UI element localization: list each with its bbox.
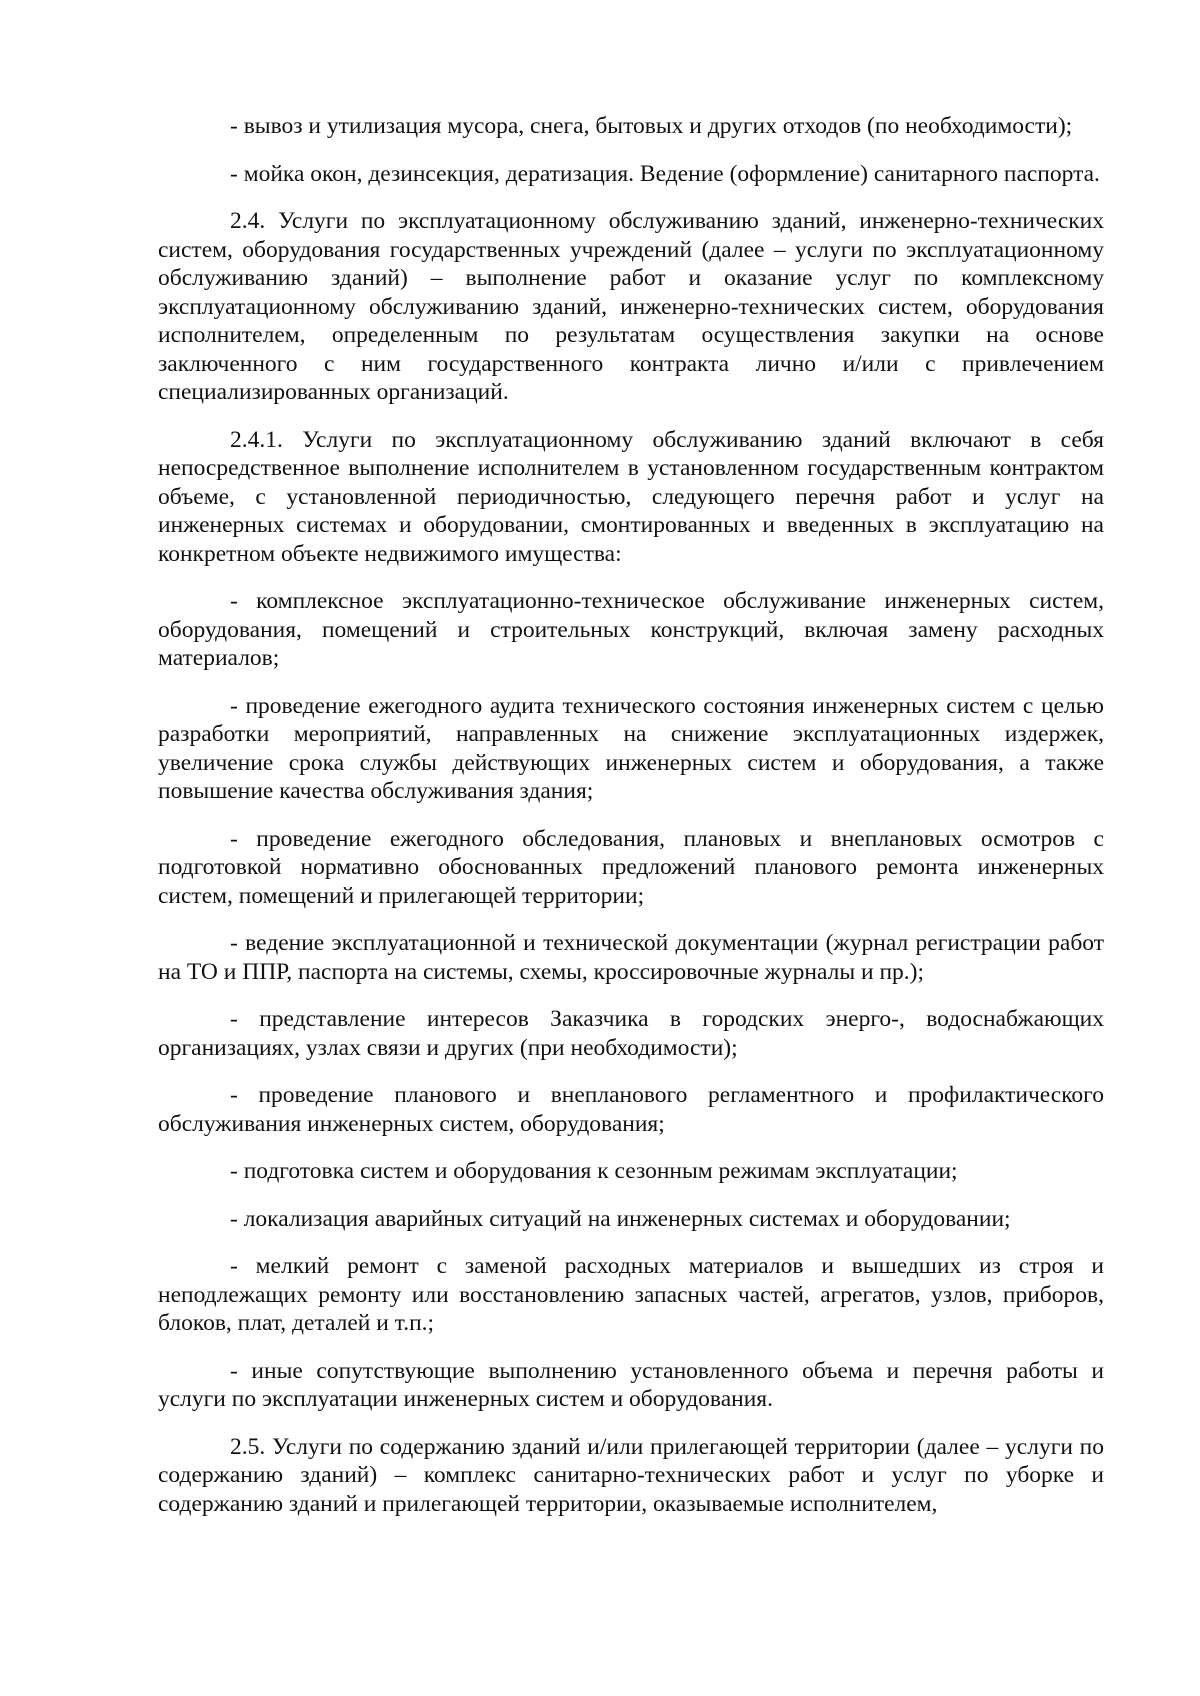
paragraph-waste-removal: - вывоз и утилизация мусора, снега, бытовых и других отходов (по необходимости); <box>230 113 1073 139</box>
list-item-complex-maintenance: - комплексное эксплуатационно-техническое обслуживание инженерных систем, оборудования, помещений и строительных конструкций, включая замену расходных материалов; <box>158 588 1104 671</box>
list-item-seasonal-preparation: - подготовка систем и оборудования к сезонным режимам эксплуатации; <box>230 1158 958 1184</box>
list-item-annual-audit: - проведение ежегодного аудита технического состояния инженерных систем с целью разработки мероприятий, направленных на снижение эксплуатационных издержек, увеличение срока службы действующих инженерных систем и оборудования, а также повышение качества обслуживания здания; <box>158 692 1104 804</box>
paragraph-window-cleaning: - мойка окон, дезинсекция, дератизация. Ведение (оформление) санитарного паспорта. <box>230 160 1100 187</box>
paragraph-section-2-4-1: 2.4.1. Услуги по эксплуатационному обслуживанию зданий включают в себя непосредственное выполнение исполнителем в установленном государственным контрактом объеме, с установленной периодичностью, следующего перечня работ и услуг на инженерных системах и оборудовании, смонтированных и введенных в эксплуатацию на конкретном объекте недвижимого имущества: <box>158 426 1104 567</box>
list-item-representation: - представление интересов Заказчика в городских энерго-, водоснабжающих организациях, узлах связи и других (при необходимости); <box>158 1006 1104 1061</box>
paragraph-section-2-4: 2.4. Услуги по эксплуатационному обслуживанию зданий, инженерно-технических систем, оборудования государственных учреждений (далее – услуги по эксплуатационному обслуживанию зданий) – выполнение работ и оказание услуг по комплексному эксплуатационному обслуживанию зданий, инженерно-технических систем, оборудования исполнителем, определенным по результатам осуществления закупки на основе заключенного с ним государственного контракта лично и/или с привлечением специализированных организаций. <box>158 208 1104 405</box>
list-item-annual-inspection: - проведение ежегодного обследования, плановых и внеплановых осмотров с подготовкой нормативно обоснованных предложений планового ремонта инженерных систем, помещений и прилегающей территории; <box>158 825 1104 909</box>
list-item-scheduled-maintenance: - проведение планового и внепланового регламентного и профилактического обслуживания инженерных систем, оборудования; <box>158 1082 1104 1137</box>
paragraph-section-2-5: 2.5. Услуги по содержанию зданий и/или прилегающей территории (далее – услуги по содержанию зданий) – комплекс санитарно-технических работ и услуг по уборке и содержанию зданий и прилегающей территории, оказываемые исполнителем, <box>158 1433 1104 1517</box>
list-item-emergency-localization: - локализация аварийных ситуаций на инженерных системах и оборудовании; <box>230 1205 1011 1232</box>
list-item-other-services: - иные сопутствующие выполнению установленного объема и перечня работы и услуги по эксплуатации инженерных систем и оборудования. <box>158 1357 1104 1412</box>
list-item-documentation: - ведение эксплуатационной и технической документации (журнал регистрации работ на ТО и ППР, паспорта на системы, схемы, кроссировочные журналы и пр.); <box>158 930 1104 985</box>
document-page <box>158 112 1104 1518</box>
list-item-minor-repair: - мелкий ремонт с заменой расходных материалов и вышедших из строя и неподлежащих ремонту или восстановлению запасных частей, агрегатов, узлов, приборов, блоков, плат, деталей и т.п.; <box>158 1253 1104 1336</box>
